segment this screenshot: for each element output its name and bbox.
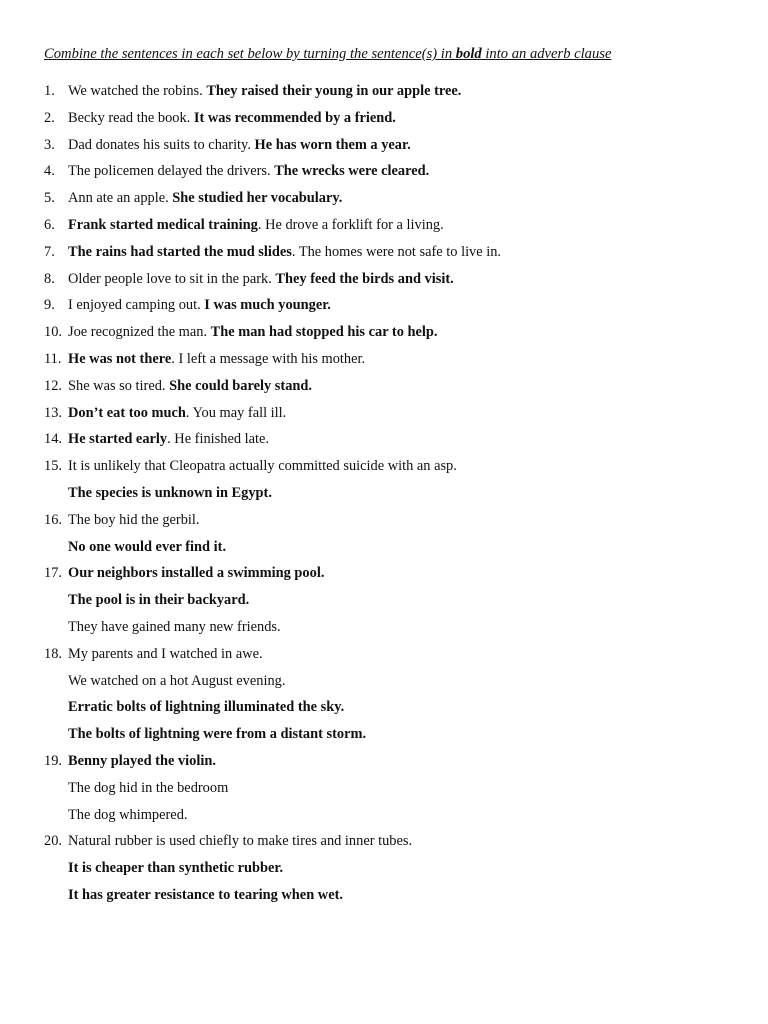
bold-sentence: No one would ever find it. [68,538,227,555]
exercise-sentences [68,752,216,770]
bold-sentence: The species is unknown in Egypt. [68,484,272,501]
exercise-sentences [68,216,444,234]
exercise-line [44,189,744,216]
bold-sentence: Erratic bolts of lightning illuminated the sky. [68,699,345,716]
plain-sentence: . He finished late. [167,431,270,448]
exercise-line [44,538,744,565]
bold-sentence: It was recommended by a friend. [193,109,396,126]
exercise-number: 12. [44,377,62,394]
plain-sentence: I enjoyed camping out. [68,297,205,314]
bold-sentence: She studied her vocabulary. [172,190,343,207]
plain-sentence: Joe recognized the man. [68,324,211,341]
bold-sentence: He was not there [68,350,172,367]
exercise-line [44,216,744,243]
exercise-number: 14. [44,431,62,448]
plain-sentence: . The homes were not safe to live in. [291,243,502,260]
exercise-sentences [68,806,188,824]
plain-sentence: We watched on a hot August evening. [68,672,286,689]
bold-sentence: The pool is in their backyard. [68,592,250,609]
exercise-sentences [68,404,286,422]
exercise-sentences [68,591,249,609]
exercise-number: 19. [44,752,62,769]
bold-sentence: He started early [68,431,168,448]
exercise-line [44,645,744,672]
exercise-sentences [68,296,331,314]
exercise-sentences [68,109,396,127]
exercise-sentences [68,243,501,261]
exercise-line [44,591,744,618]
exercise-line [44,725,744,752]
bold-sentence: They feed the birds and visit. [275,270,454,287]
exercise-sentences [68,779,228,797]
bold-sentence: It has greater resistance to tearing when wet. [68,886,343,903]
bold-sentence: Our neighbors installed a swimming pool. [68,565,325,582]
exercise-number: 3. [44,136,55,153]
exercise-line [44,672,744,699]
plain-sentence: Dad donates his suits to charity. [68,136,255,153]
plain-sentence: The boy hid the gerbil. [68,511,200,528]
exercise-number: 16. [44,511,62,528]
exercise-line [44,511,744,538]
bold-sentence: Frank started medical training [68,216,258,233]
exercise-line [44,136,744,163]
exercise-sentences [68,511,199,529]
exercise-sentences [68,162,429,180]
exercise-line [44,752,744,779]
plain-sentence: . You may fall ill. [185,404,287,421]
instructions-emphasis: bold [455,46,482,62]
exercise-line [44,404,744,431]
exercise-sentences [68,82,461,100]
exercise-line [44,243,744,270]
exercise-number: 18. [44,645,62,662]
exercise-sentences [68,484,272,502]
bold-sentence: They raised their young in our apple tree. [206,83,462,99]
exercise-line [44,430,744,457]
plain-sentence: Ann ate an apple. [68,190,173,207]
exercise-line [44,886,744,913]
bold-sentence: The wrecks were cleared. [274,163,430,180]
instructions-text-end: into an adverb clause [481,46,612,62]
exercise-sentences [68,832,412,850]
bold-sentence: He has worn them a year. [254,136,411,153]
exercise-sentences [68,377,312,395]
plain-sentence: The policemen delayed the drivers. [68,163,275,180]
exercise-sentences [68,645,263,663]
exercise-number: 4. [44,163,55,180]
exercise-number: 6. [44,216,55,233]
exercise-sentences [68,538,226,556]
exercise-sentences [68,886,343,904]
plain-sentence: . He drove a forklift for a living. [257,216,444,233]
exercise-line [44,484,744,511]
exercise-number: 5. [44,190,55,207]
exercise-sentences [68,270,454,288]
bold-sentence: Don’t eat too much [68,404,186,421]
exercise-number: 1. [44,83,55,99]
exercise-line [44,779,744,806]
exercise-number: 17. [44,565,62,582]
exercise-number: 11. [44,350,62,367]
exercise-sentences [68,698,344,716]
exercise-line [44,377,744,404]
instructions-heading [44,45,611,63]
exercise-sentences [68,564,324,582]
exercise-number: 13. [44,404,62,421]
exercise-sentences [68,430,269,448]
exercise-sentences [68,350,365,368]
exercise-line [44,564,744,591]
bold-sentence: The rains had started the mud slides [68,243,292,260]
plain-sentence: She was so tired. [68,377,170,394]
exercise-line [44,323,744,350]
bold-sentence: It is cheaper than synthetic rubber. [68,860,284,877]
exercise-sentences [68,672,285,690]
exercise-line [44,296,744,323]
plain-sentence: Natural rubber is used chiefly to make tires and inner tubes. [68,833,413,850]
exercise-sentences [68,189,342,207]
plain-sentence: Older people love to sit in the park. [68,270,276,287]
plain-sentence: Becky read the book. [68,109,194,126]
exercise-sentences [68,323,438,341]
exercise-line [44,82,744,109]
exercise-number: 10. [44,324,62,341]
exercise-sentences [68,618,281,636]
plain-sentence: We watched the robins. [68,83,207,99]
exercise-line [44,457,744,484]
exercise-line [44,832,744,859]
exercise-line [44,859,744,886]
exercise-line [44,109,744,136]
plain-sentence: It is unlikely that Cleopatra actually committed suicide with an asp. [68,458,457,475]
instructions-text: Combine the sentences in each set below by turning the sentence(s) in [44,46,456,62]
exercise-number: 8. [44,270,55,287]
plain-sentence: . I left a message with his mother. [171,350,366,367]
exercise-sentences [68,136,411,154]
exercise-sentences [68,725,366,743]
exercise-sentences [68,859,283,877]
exercise-line [44,162,744,189]
exercise-number: 2. [44,109,55,126]
exercise-line [44,698,744,725]
exercise-line [44,618,744,645]
exercise-number: 9. [44,297,55,314]
plain-sentence: My parents and I watched in awe. [68,645,263,662]
exercise-line [44,270,744,297]
exercise-number: 20. [44,833,62,850]
exercise-number: 15. [44,458,62,475]
plain-sentence: They have gained many new friends. [68,618,281,635]
bold-sentence: She could barely stand. [169,377,312,394]
exercise-sentences [68,457,457,475]
bold-sentence: I was much younger. [204,297,331,314]
bold-sentence: Benny played the violin. [68,752,216,769]
plain-sentence: The dog hid in the bedroom [68,779,229,796]
exercise-line [44,350,744,377]
bold-sentence: The bolts of lightning were from a distant storm. [68,726,367,743]
plain-sentence: The dog whimpered. [68,806,188,823]
exercise-number: 7. [44,243,55,260]
exercise-list [44,82,744,913]
exercise-line [44,806,744,833]
bold-sentence: The man had stopped his car to help. [210,324,438,341]
